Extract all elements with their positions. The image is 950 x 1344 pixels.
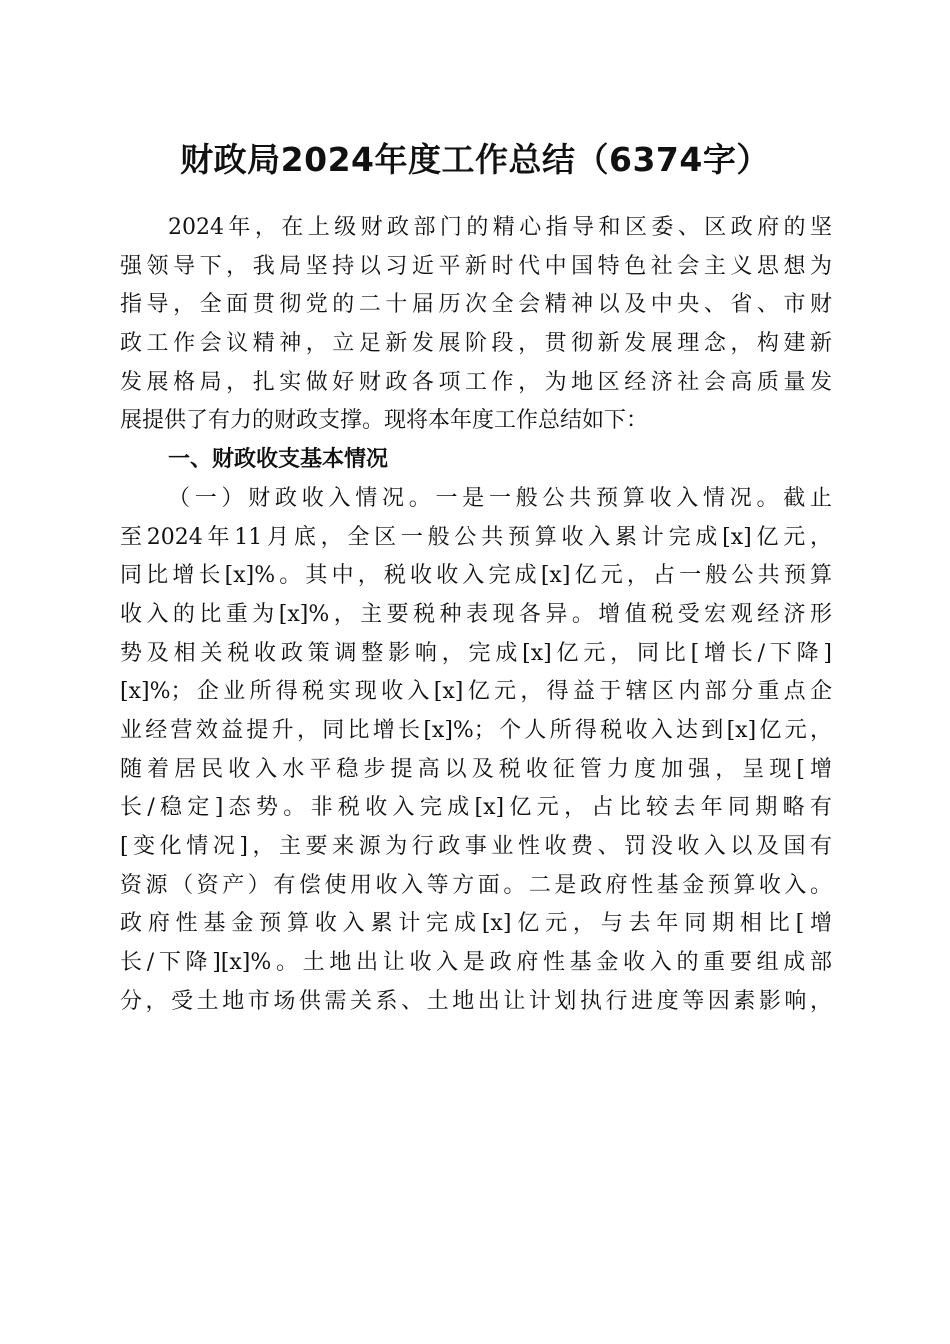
intro-line: 2024年，在上级财政部门的精心指导和区委、区政府的坚 [168,215,832,240]
section-line: （一）财政收入情况。一是一般公共预算收入情况。截止 [168,485,832,511]
section-line: 长/稳定]态势。非税收入完成[x]亿元，占比较去年同期略有 [120,795,832,821]
section-line: 资源（资产）有偿使用收入等方面。二是政府性基金预算收入。 [120,872,832,898]
section-line: 业经营效益提升，同比增长[x]%；个人所得税收入达到[x]亿元， [120,717,832,743]
intro-line: 发展格局，扎实做好财政各项工作，为地区经济社会高质量发 [120,369,832,395]
section-line: 随着居民收入水平稳步提高以及税收征管力度加强，呈现[增 [120,756,832,782]
section-heading: 一、财政收支基本情况 [168,447,389,473]
intro-line: 指导，全面贯彻党的二十届历次全会精神以及中央、省、市财 [120,292,832,318]
intro-line: 政工作会议精神，立足新发展阶段，贯彻新发展理念，构建新 [120,331,832,357]
document-title: 财政局2024年度工作总结（6374字） [180,140,770,179]
intro-line: 强领导下，我局坚持以习近平新时代中国特色社会主义思想为 [120,253,832,279]
section-line: [变化情况]，主要来源为行政事业性收费、罚没收入以及国有 [120,834,832,859]
section-line: 分，受土地市场供需关系、土地出让计划执行进度等因素影响， [120,988,832,1014]
intro-line: 展提供了有力的财政支撑。现将本年度工作总结如下： [120,408,649,434]
document-body [120,209,832,1021]
section-line: 势及相关税收政策调整影响，完成[x]亿元，同比[增长/下降] [120,640,832,666]
section-line: [x]%；企业所得税实现收入[x]亿元，得益于辖区内部分重点企 [120,679,832,705]
section-line: 至2024年11月底，全区一般公共预算收入累计完成[x]亿元， [120,524,832,550]
section-line: 同比增长[x]%。其中，税收收入完成[x]亿元，占一般公共预算 [120,563,832,589]
section-line: 长/下降][x]%。土地出让收入是政府性基金收入的重要组成部 [120,950,832,976]
section-line: 政府性基金预算收入累计完成[x]亿元，与去年同期相比[增 [120,911,832,937]
section-line: 收入的比重为[x]%，主要税种表现各异。增值税受宏观经济形 [120,601,832,627]
